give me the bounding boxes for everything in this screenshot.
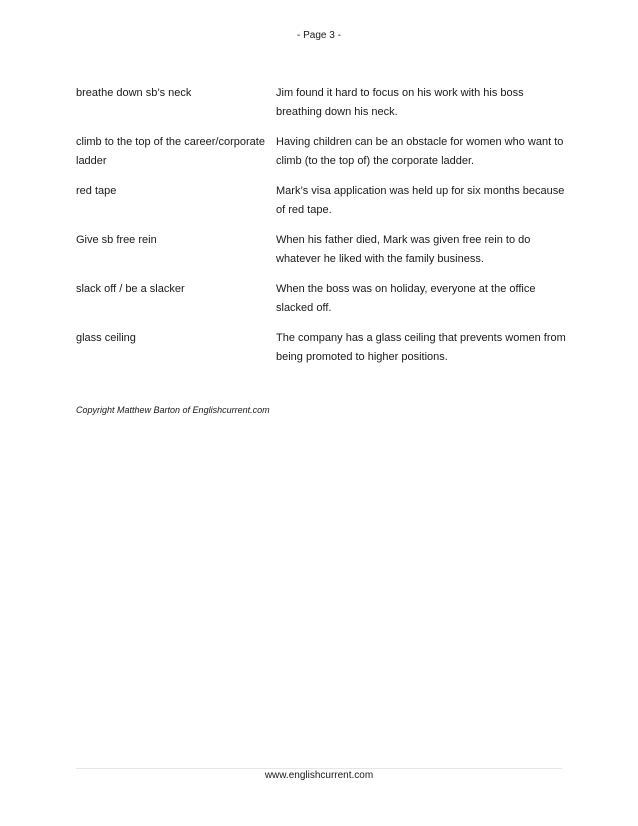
list-item xyxy=(76,280,566,318)
idiom-example: When the boss was on holiday, everyone at the office slacked off. xyxy=(276,283,536,314)
idiom-term: slack off / be a slacker xyxy=(76,283,185,295)
idiom-example: When his father died, Mark was given free rein to do whatever he liked with the family business. xyxy=(276,234,531,265)
idiom-example: Jim found it hard to focus on his work with his boss breathing down his neck. xyxy=(276,87,524,118)
idiom-term: breathe down sb’s neck xyxy=(76,87,192,99)
idiom-term: Give sb free rein xyxy=(76,234,157,246)
list-item xyxy=(76,182,566,220)
list-item xyxy=(76,84,566,122)
footer-divider xyxy=(76,768,562,769)
idiom-list xyxy=(76,84,566,378)
idiom-example: Mark’s visa application was held up for six months because of red tape. xyxy=(276,185,565,216)
list-item xyxy=(76,231,566,269)
idiom-term: red tape xyxy=(76,185,117,197)
list-item xyxy=(76,329,566,367)
idiom-example: The company has a glass ceiling that prevents women from being promoted to higher positions. xyxy=(276,332,566,363)
page-number: - Page 3 - xyxy=(297,30,341,41)
copyright-notice: Copyright Matthew Barton of Englishcurrent.com xyxy=(76,405,270,415)
list-item xyxy=(76,133,566,171)
idiom-term: climb to the top of the career/corporate ladder xyxy=(76,136,265,167)
idiom-term: glass ceiling xyxy=(76,332,136,344)
idiom-example: Having children can be an obstacle for women who want to climb (to the top of) the corporate ladder. xyxy=(276,136,564,167)
footer-url: www.englishcurrent.com xyxy=(264,770,374,781)
